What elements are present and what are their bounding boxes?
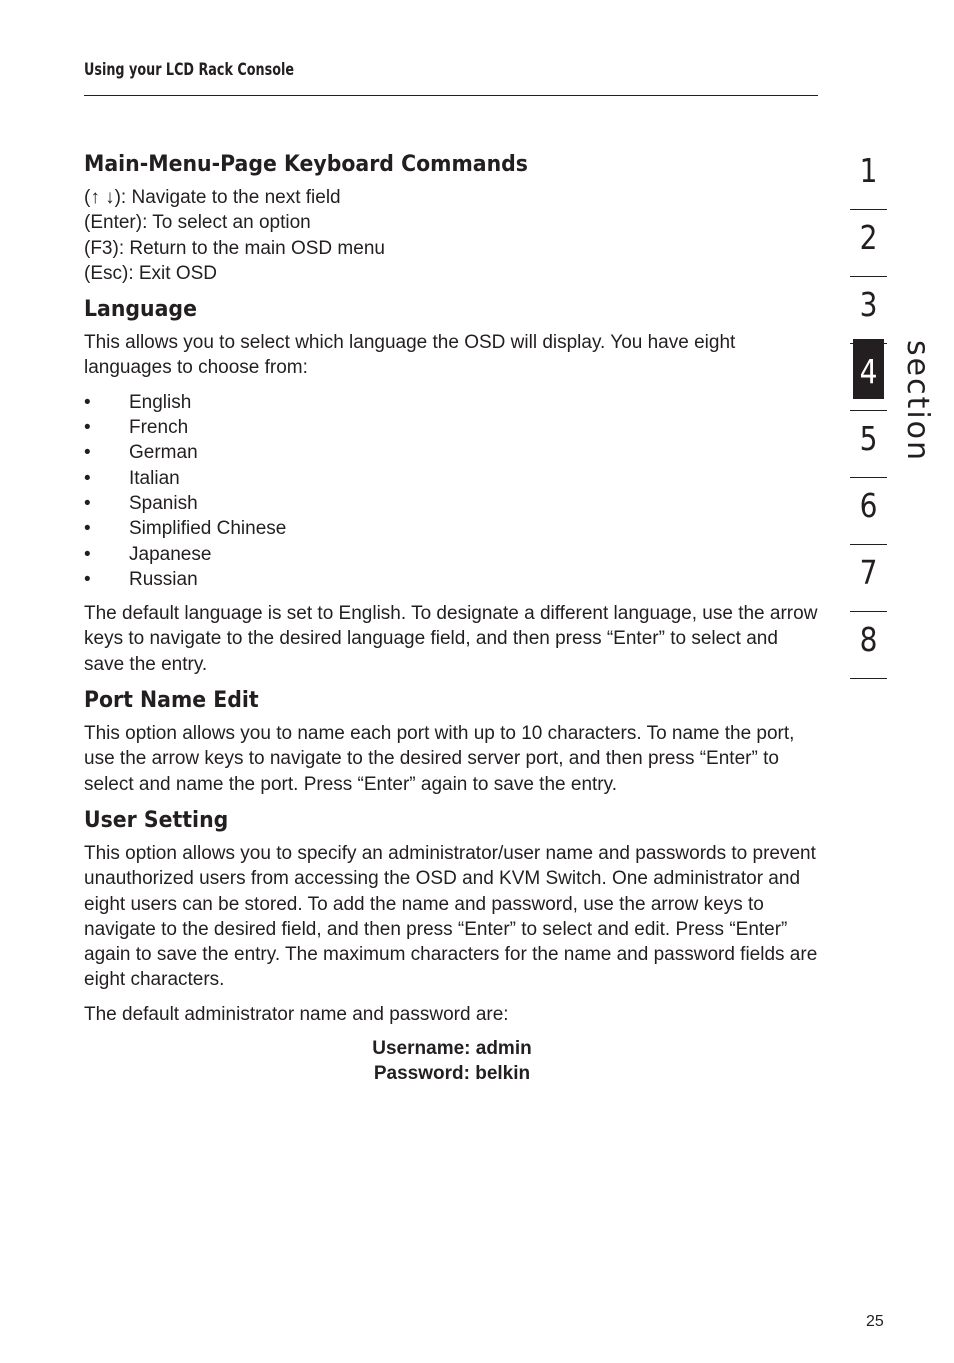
section-tab-3[interactable] xyxy=(850,277,887,344)
keyboard-commands-heading: Main-Menu-Page Keyboard Commands xyxy=(84,152,528,177)
language-intro: This allows you to select which language the OSD will display. You have eight languages to choose from: xyxy=(84,332,736,379)
section-tab-5[interactable] xyxy=(850,411,887,478)
bullet-icon: • xyxy=(84,417,91,439)
bullet-icon: • xyxy=(84,442,91,464)
running-head: Using your LCD Rack Console xyxy=(84,60,295,79)
list-item xyxy=(84,440,820,465)
default-password: Password: belkin xyxy=(373,1063,531,1085)
section-number: 6 xyxy=(859,486,878,525)
list-item xyxy=(84,466,820,491)
command-line: (Esc): Exit OSD xyxy=(84,262,218,284)
language-name: Italian xyxy=(129,467,180,489)
section-tab-2[interactable] xyxy=(850,210,887,277)
language-outro: The default language is set to English. To designate a different language, use the arrow keys to navigate to the desired language field, and then press “Enter” to select and save the entry. xyxy=(84,603,818,675)
port-name-edit-heading: Port Name Edit xyxy=(84,688,259,714)
page-content xyxy=(84,150,820,1087)
section-tab-8[interactable] xyxy=(850,612,887,679)
page-number: 25 xyxy=(866,1313,884,1330)
bullet-icon: • xyxy=(84,568,91,590)
language-name: French xyxy=(129,417,189,439)
bullet-icon: • xyxy=(84,492,91,514)
section-tab-7[interactable] xyxy=(850,545,887,612)
default-username: Username: admin xyxy=(372,1038,532,1060)
language-heading: Language xyxy=(84,297,197,323)
list-item xyxy=(84,415,820,440)
language-list xyxy=(84,390,820,592)
language-name: Japanese xyxy=(129,543,212,565)
language-name: German xyxy=(129,442,198,464)
bullet-icon: • xyxy=(84,391,91,413)
default-credentials-intro: The default administrator name and password are: xyxy=(84,1003,509,1025)
bullet-icon: • xyxy=(84,518,91,540)
list-item xyxy=(84,390,820,415)
list-item xyxy=(84,516,820,541)
default-credentials xyxy=(84,1036,820,1087)
port-name-body: This option allows you to name each port with up to 10 characters. To name the port, use the arrow keys to navigate to the desired server port, and then press “Enter” to select and name the port. Press “Enter” again to save the entry. xyxy=(84,723,795,795)
section-tab-4[interactable] xyxy=(850,344,887,411)
keyboard-commands-list xyxy=(84,185,820,286)
section-number: 5 xyxy=(859,419,878,458)
section-number: 8 xyxy=(859,620,878,659)
section-tab-1[interactable] xyxy=(850,143,887,210)
language-name: Spanish xyxy=(129,492,198,514)
language-name: English xyxy=(129,391,192,413)
section-number: 3 xyxy=(859,285,878,324)
user-setting-heading: User Setting xyxy=(84,807,229,833)
list-item xyxy=(84,491,820,516)
section-number: 4 xyxy=(859,352,878,391)
list-item xyxy=(84,567,820,592)
header-rule xyxy=(84,95,818,96)
section-label: section xyxy=(900,340,935,463)
language-name: Russian xyxy=(129,568,198,590)
command-line: (F3): Return to the main OSD menu xyxy=(84,237,385,259)
command-line: (Enter): To select an option xyxy=(84,212,311,234)
user-setting-body: This option allows you to specify an administrator/user name and passwords to prevent unauthorized users from accessing the OSD and KVM Switch. One administrator and eight users can be stored. To add the name and password, use the arrow keys to navigate to the desired field, and then press “Enter” to select and edit. Press “Enter” again to save the entry. The maximum characters for the name and password fields are eight characters. xyxy=(84,842,818,991)
section-number: 2 xyxy=(859,218,878,257)
bullet-icon: • xyxy=(84,467,91,489)
language-name: Simplified Chinese xyxy=(129,518,287,540)
section-number: 7 xyxy=(859,553,878,592)
section-number: 1 xyxy=(859,151,878,190)
section-tab-6[interactable] xyxy=(850,478,887,545)
command-line: (↑ ↓): Navigate to the next field xyxy=(84,187,341,208)
section-nav xyxy=(850,143,887,679)
list-item xyxy=(84,542,820,567)
bullet-icon: • xyxy=(84,543,91,565)
